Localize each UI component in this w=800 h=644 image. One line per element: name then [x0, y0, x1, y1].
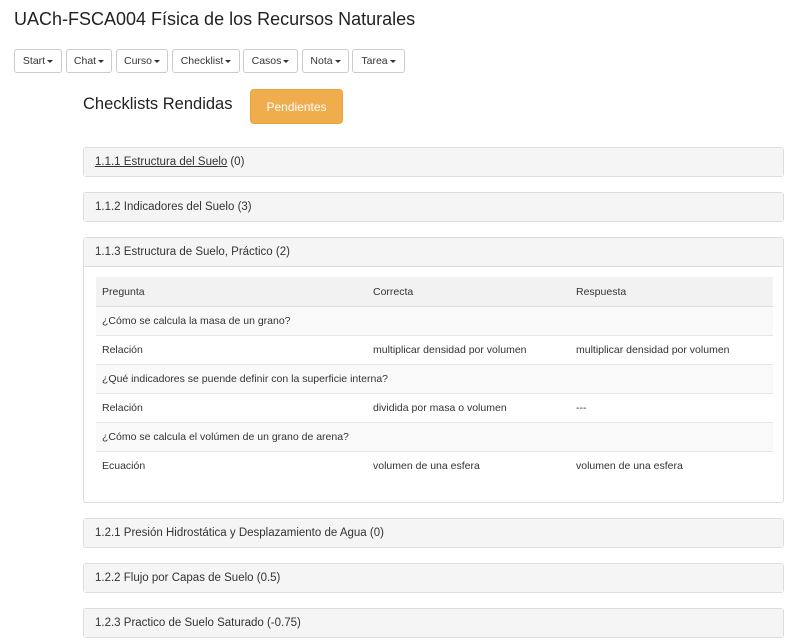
- question-type: Relación: [96, 336, 367, 365]
- question-text: ¿Cómo se calcula el volúmen de un grano de arena?: [96, 423, 773, 452]
- question-row: [96, 423, 773, 452]
- panel-title: 1.2.3 Practico de Suelo Saturado (-0.75): [95, 617, 301, 629]
- user-answer: ---: [570, 394, 773, 423]
- checklist-panel: [83, 518, 784, 548]
- question-row: [96, 365, 773, 394]
- panel-title-link[interactable]: 1.1.1 Estructura del Suelo: [95, 156, 228, 168]
- correct-answer: dividida por masa o volumen: [367, 394, 570, 423]
- checklist-table: [96, 277, 773, 480]
- user-answer: volumen de una esfera: [576, 460, 683, 472]
- pending-button[interactable]: Pendientes: [250, 89, 343, 124]
- nav-nota-label: Nota: [310, 55, 333, 67]
- user-answer: multiplicar densidad por volumen: [570, 336, 773, 365]
- table-header-row: [96, 277, 773, 307]
- checklist-panel: [83, 563, 784, 593]
- answer-row: [96, 452, 773, 481]
- correct-answer: multiplicar densidad por volumen: [367, 336, 570, 365]
- checklist-panel: [83, 608, 784, 638]
- question-row: [96, 307, 773, 336]
- caret-down-icon: [283, 60, 289, 63]
- column-header: Pregunta: [96, 277, 367, 307]
- question-text: ¿Cómo se calcula la masa de un grano?: [96, 307, 773, 336]
- nav-start-label: Start: [22, 55, 46, 67]
- panel-heading[interactable]: [84, 148, 783, 176]
- caret-down-icon: [154, 60, 160, 63]
- question-type: Relación: [96, 394, 367, 423]
- nav-casos-dropdown[interactable]: [243, 49, 298, 73]
- nav-chat-dropdown[interactable]: [66, 49, 112, 73]
- nav-curso-label: Curso: [123, 55, 152, 67]
- panel-title: 1.2.2 Flujo por Capas de Suelo (0.5): [95, 572, 281, 584]
- nav-chat-label: Chat: [73, 55, 97, 67]
- panel-title: 1.1.2 Indicadores del Suelo (3): [95, 201, 252, 213]
- column-header: Respuesta: [570, 277, 773, 307]
- nav-start-dropdown[interactable]: [14, 49, 62, 73]
- caret-down-icon: [390, 60, 396, 63]
- caret-down-icon: [225, 60, 231, 63]
- nav-casos-label: Casos: [251, 55, 282, 67]
- nav-checklist-dropdown[interactable]: [172, 49, 240, 73]
- caret-down-icon: [98, 60, 104, 63]
- caret-down-icon: [47, 60, 53, 63]
- panel-title: 1.1.3 Estructura de Suelo, Práctico (2): [95, 246, 290, 258]
- answer-row: [96, 336, 773, 365]
- panel-heading[interactable]: [84, 519, 783, 547]
- nav-tarea-label: Tarea: [361, 55, 388, 67]
- question-text: ¿Qué indicadores se puende definir con la superficie interna?: [96, 365, 773, 394]
- nav-tarea-dropdown[interactable]: [352, 49, 405, 73]
- column-header: Correcta: [367, 277, 570, 307]
- correct-answer: volumen de una esfera: [373, 460, 480, 472]
- section-heading: Checklists Rendidas: [83, 95, 233, 113]
- nav-curso-dropdown[interactable]: [116, 49, 168, 73]
- checklist-panel-expanded: [83, 237, 784, 503]
- panel-score: (0): [230, 156, 245, 168]
- answer-row: [96, 394, 773, 423]
- panel-heading[interactable]: [84, 238, 783, 267]
- question-type: Ecuación: [102, 460, 146, 472]
- panel-heading[interactable]: [84, 609, 783, 637]
- nav-checklist-label: Checklist: [180, 55, 224, 67]
- nav-nota-dropdown[interactable]: [302, 49, 349, 73]
- checklist-panel: [83, 192, 784, 222]
- panel-body: [84, 267, 783, 480]
- page-title: UACh-FSCA004 Física de los Recursos Naturales: [14, 9, 416, 29]
- panel-title: 1.2.1 Presión Hidrostática y Desplazamiento de Agua (0): [95, 527, 384, 539]
- checklist-panel: [83, 147, 784, 177]
- panel-heading[interactable]: [84, 564, 783, 592]
- panel-heading[interactable]: [84, 193, 783, 221]
- caret-down-icon: [335, 60, 341, 63]
